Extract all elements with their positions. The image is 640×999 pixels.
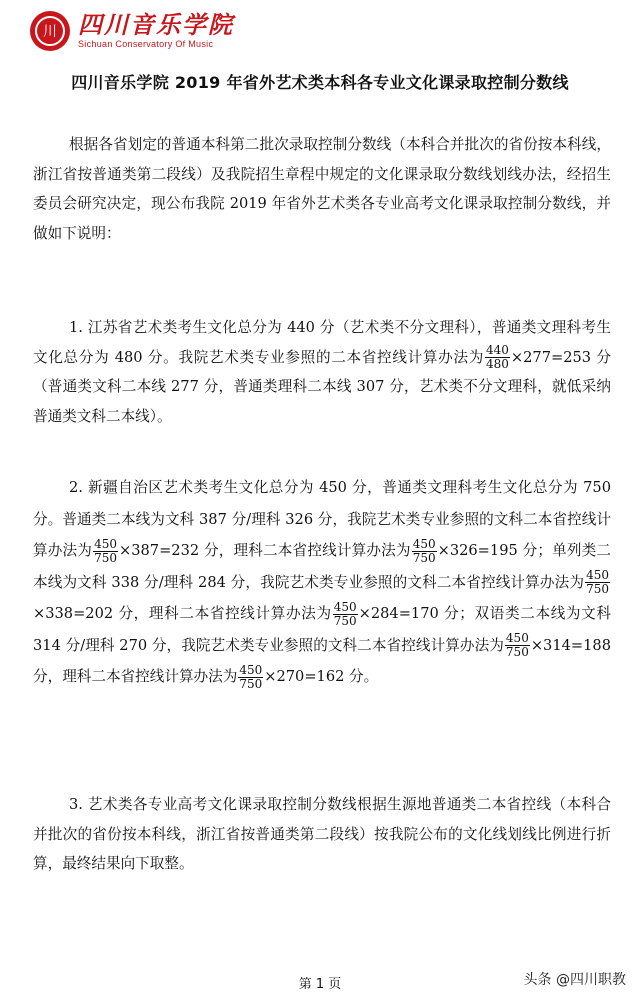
logo-glyph: 川 [43,24,57,40]
item-2 [33,472,611,693]
item-2-text: ×314=188 分，理科二本省控线计算办法为 [33,636,611,685]
header [30,6,234,56]
item-2-text: ×284=170 分；双语类二本线为文科 314 分/理科 270 分，我院艺术类专业参照的文科二本省控线计算办法为 [33,605,611,654]
fraction: $\frac{450}{750}$ [505,631,529,659]
item-2-text: ×387=232 分，理科二本省控线计算办法为 [118,542,411,559]
fraction: $\frac{450}{750}$ [94,536,117,565]
page-number: 第 1 页 [298,977,342,992]
item-3-text: 3. 艺术类各专业高考文化课录取控制分数线根据生源地普通类二本省控线（本科合并批次的省份按本科线，浙江省按普通类第二段线）按我院公布的文化线划线比例进行折算，最终结果向下取整。 [33,796,611,872]
item-2-text: ×270=162 分。 [264,668,379,685]
item-2-text: ×338=202 分，理科二本省控线计算办法为 [33,605,332,622]
item-1-text-a: 1. 江苏省艺术类考生文化总分为 440 分（艺术类不分文理科），普通类文理科考生文化总分为 480 分。我院艺术类专业参照的二本省控线计算办法为 [33,319,611,366]
brand-name-en: Sichuan Conservatory Of Music [78,39,214,49]
school-logo-icon [30,11,70,51]
watermark: 头条 @四川职教 [523,972,626,988]
fraction: $\frac{450}{750}$ [333,599,357,628]
intro-paragraph [33,130,611,248]
fraction: $\frac{450}{750}$ [239,662,263,691]
fraction: $\frac{450}{750}$ [586,568,609,596]
fraction: $\frac{450}{750}$ [412,536,436,565]
brand-name-cn: 四川音乐学院 [78,10,234,39]
item-3 [33,790,611,879]
fraction: $\frac{440}{480}$ [486,343,509,371]
intro-text: 根据各省划定的普通本科第二批次录取控制分数线（本科合并批次的省份按本科线，浙江省按普通类第二段线）及我院招生章程中规定的文化课录取分数线划线办法，经招生委员会研究决定，现公布我院 2019 年省外艺术类各专业高考文化课录取控制分数线，并做如下说明： [33,136,611,242]
item-1 [33,313,611,431]
document-title: 四川音乐学院 2019 年省外艺术类本科各专业文化课录取控制分数线 [71,73,569,92]
brand [78,12,234,50]
item-2-text: 2. 新疆自治区艺术类考生文化总分为 450 分，普通类文理科考生文化总分为 750 分。普通类二本线为文科 387 分/理科 326 分，我院艺术类专业参照的文科二本省控线计算办法为 [33,479,611,559]
item-1-text-b: ×277=253 分（普通类文科二本线 277 分，普通类理科二本线 307 分，艺术类不分文理科，就低采纳普通类文科二本线）。 [33,348,611,425]
item-2-text: ×326=195 分；单列类二本线为文科 338 分/理科 284 分，我院艺术类专业参照的文科二本省控线计算办法为 [33,542,611,591]
